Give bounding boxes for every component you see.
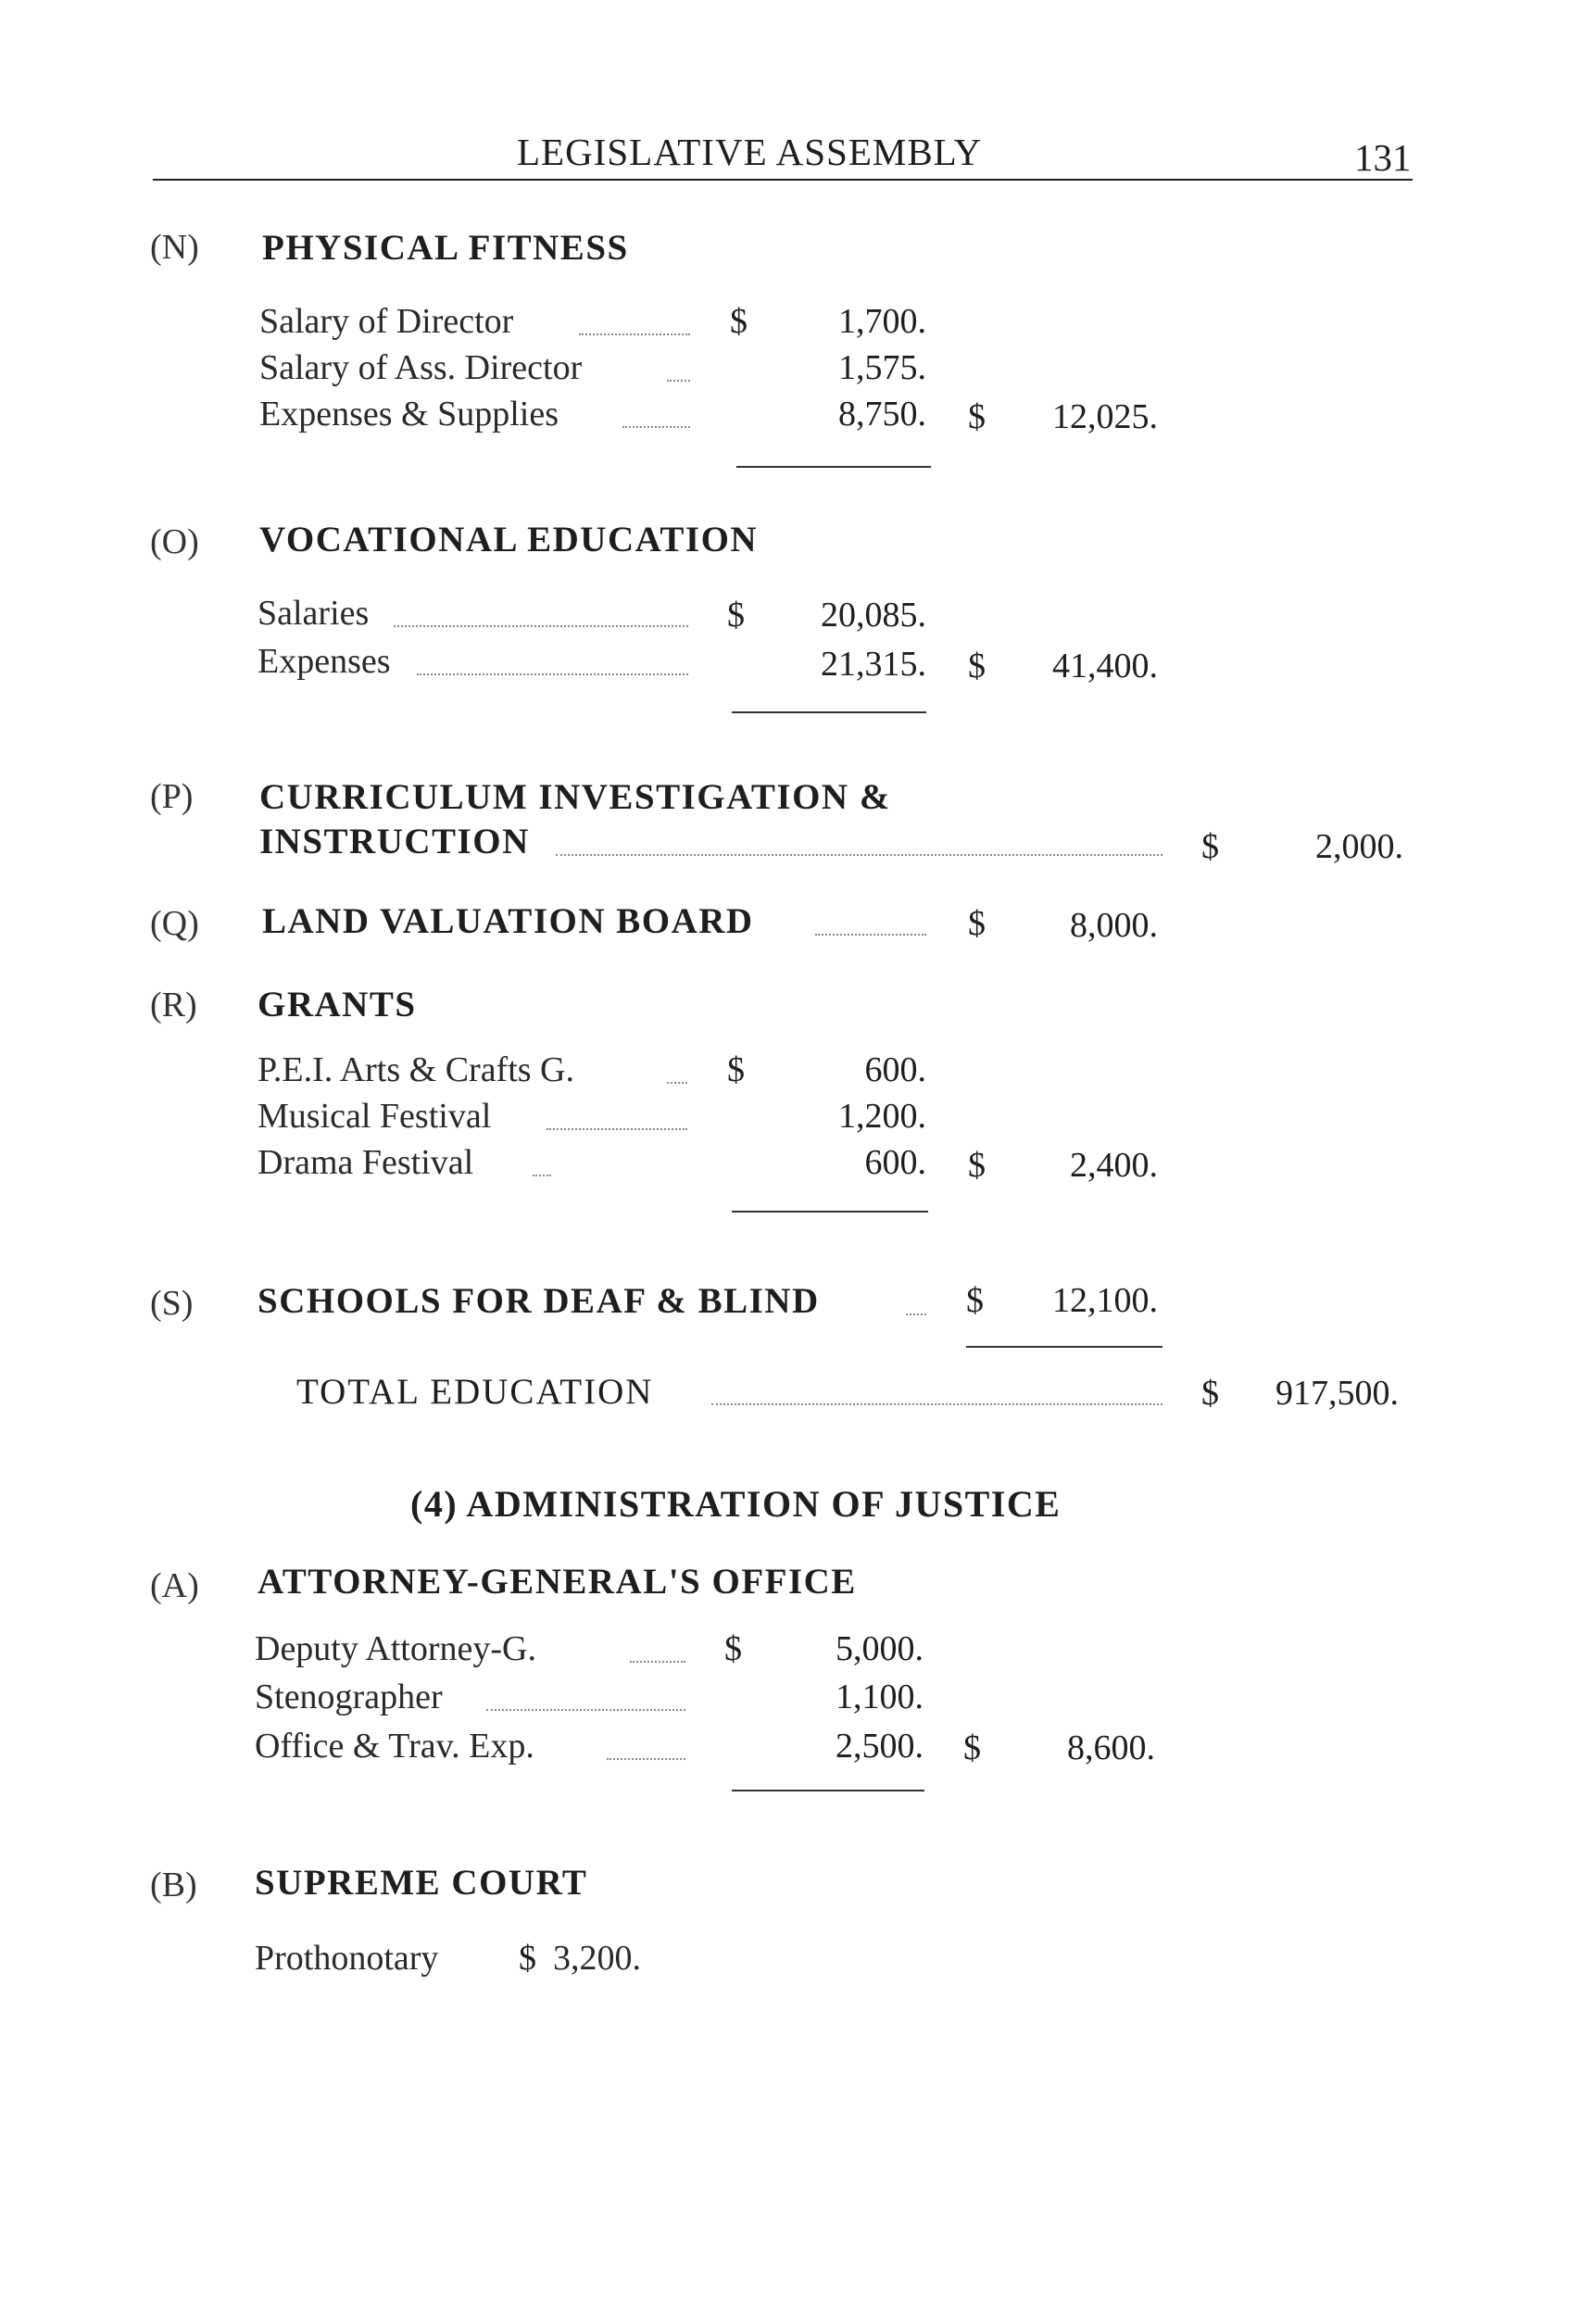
subtotal-amount: 12,025. (1052, 397, 1158, 436)
section-letter: (O) (150, 522, 199, 561)
line-item-label: Office & Trav. Exp. (255, 1727, 534, 1766)
dollar-sign: $ (968, 1146, 986, 1185)
dot-leader (906, 1313, 926, 1315)
amount: 21,315. (821, 645, 926, 684)
dot-leader (815, 934, 926, 936)
dot-leader (607, 1758, 685, 1760)
subsection-title: (4) ADMINISTRATION OF JUSTICE (410, 1483, 1062, 1525)
section-letter: (N) (150, 228, 199, 267)
dollar-sign: $ (968, 647, 986, 685)
sum-rule (966, 1346, 1162, 1348)
dot-leader (486, 1709, 685, 1711)
line-item-label: Stenographer (255, 1678, 443, 1716)
sum-rule (732, 711, 926, 713)
dot-leader (630, 1661, 685, 1663)
dollar-sign: $ (727, 1050, 745, 1089)
dollar-sign: $ (724, 1629, 742, 1668)
section-letter: (Q) (150, 904, 199, 943)
dot-leader (556, 854, 1162, 856)
section-letter: (S) (150, 1284, 194, 1323)
section-heading: VOCATIONAL EDUCATION (259, 520, 759, 559)
dollar-sign: $ (968, 904, 986, 943)
amount: 5,000. (836, 1629, 924, 1668)
dot-leader (394, 625, 688, 627)
amount: 8,750. (838, 395, 926, 434)
section-heading: PHYSICAL FITNESS (262, 228, 629, 268)
amount: 600. (864, 1143, 926, 1182)
sum-rule (732, 1211, 928, 1213)
subtotal-amount: 8,600. (1067, 1728, 1155, 1767)
dot-leader (667, 380, 690, 382)
line-item-label: Expenses (258, 642, 391, 681)
dot-leader (711, 1403, 1162, 1405)
dollar-sign: $ (966, 1281, 984, 1320)
dot-leader (622, 426, 690, 428)
page-number: 131 (1354, 136, 1412, 179)
dollar-sign: $ (968, 397, 986, 436)
line-item-label: Expenses & Supplies (259, 395, 559, 434)
section-heading: LAND VALUATION BOARD (262, 901, 754, 941)
dollar-sign: $ (519, 1939, 536, 1978)
sum-rule (736, 466, 931, 468)
section-heading: SCHOOLS FOR DEAF & BLIND (258, 1281, 820, 1321)
amount: 1,100. (836, 1678, 924, 1716)
dollar-sign: $ (1201, 827, 1219, 866)
section-heading-continued: INSTRUCTION (259, 822, 530, 861)
dollar-sign: $ (1201, 1374, 1219, 1413)
line-item-label: Salaries (258, 594, 370, 633)
section-letter: (B) (150, 1866, 197, 1904)
section-heading: ATTORNEY-GENERAL'S OFFICE (258, 1562, 857, 1602)
amount: 600. (864, 1050, 926, 1089)
amount: 3,200. (553, 1939, 641, 1978)
total-amount: 917,500. (1276, 1374, 1399, 1413)
total-label: TOTAL EDUCATION (296, 1372, 654, 1412)
line-item-label: Prothonotary (255, 1939, 439, 1978)
dollar-sign: $ (963, 1728, 981, 1767)
amount: 1,200. (838, 1097, 926, 1136)
running-title: LEGISLATIVE ASSEMBLY (517, 131, 983, 173)
sum-rule (732, 1790, 924, 1791)
dot-leader (667, 1082, 687, 1084)
line-item-label: Drama Festival (258, 1143, 474, 1182)
section-letter: (R) (150, 986, 197, 1024)
header-rule (153, 179, 1413, 181)
dollar-sign: $ (730, 302, 748, 341)
amount: 12,100. (1052, 1281, 1158, 1320)
amount: 1,575. (838, 348, 926, 387)
dot-leader (579, 333, 690, 335)
section-letter: (P) (150, 777, 194, 816)
section-letter: (A) (150, 1566, 199, 1605)
dot-leader (533, 1175, 551, 1176)
subtotal-amount: 2,400. (1070, 1146, 1158, 1185)
dot-leader (547, 1128, 687, 1130)
section-heading: GRANTS (258, 985, 417, 1024)
section-heading: CURRICULUM INVESTIGATION & (259, 777, 891, 817)
line-item-label: Musical Festival (258, 1097, 492, 1136)
amount: 1,700. (838, 302, 926, 341)
line-item-label: P.E.I. Arts & Crafts G. (258, 1050, 574, 1089)
line-item-label: Deputy Attorney-G. (255, 1629, 536, 1668)
section-heading: SUPREME COURT (255, 1863, 588, 1903)
dot-leader (417, 673, 688, 675)
amount: 20,085. (821, 596, 926, 635)
amount: 8,000. (1070, 906, 1158, 945)
subtotal-amount: 41,400. (1052, 647, 1158, 685)
amount: 2,000. (1315, 827, 1403, 866)
line-item-label: Salary of Director (259, 302, 514, 341)
amount: 2,500. (836, 1727, 924, 1766)
dollar-sign: $ (727, 596, 745, 635)
line-item-label: Salary of Ass. Director (259, 348, 583, 387)
